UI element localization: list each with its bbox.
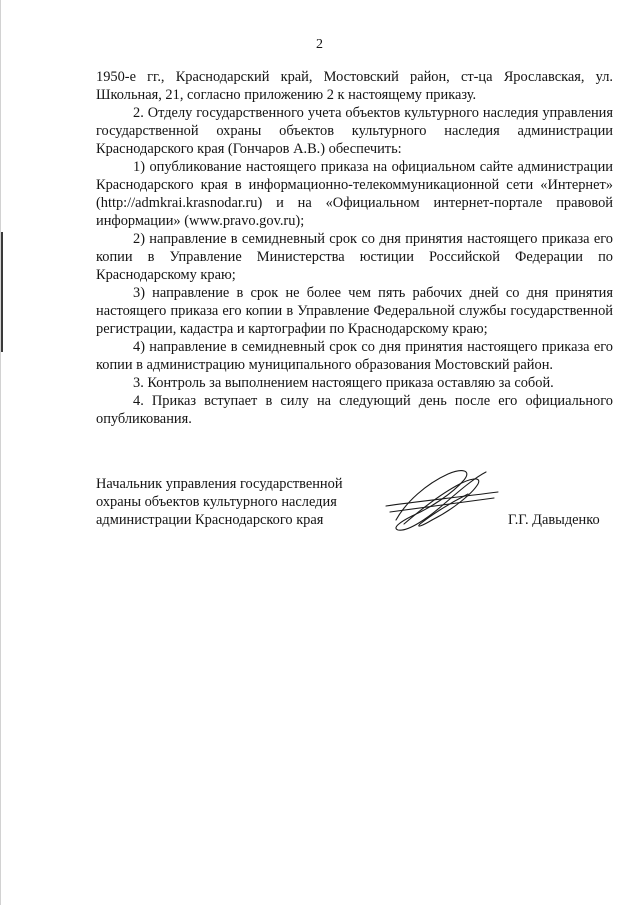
paragraph-subitem-2: 2) направление в семидневный срок со дня принятия настоящего приказа его копии в Управление Министерства юстиции Российской Федерации по Краснодарскому краю; — [96, 231, 613, 283]
paragraph-item-2: 2. Отделу государственного учета объектов культурного наследия управления государственной охраны объектов культурного наследия администрации Краснодарского края (Гончаров А.В.) обеспечить: — [96, 105, 613, 157]
paragraph-address-continuation: 1950-е гг., Краснодарский край, Мостовский район, ст-ца Ярославская, ул. Школьная, 21, согласно приложению 2 к настоящему приказу. — [96, 69, 613, 103]
paragraph-item-4: 4. Приказ вступает в силу на следующий день после его официального опубликования. — [96, 393, 613, 427]
signatory-position — [96, 475, 376, 529]
scan-edge-line — [0, 0, 1, 905]
page-number: 2 — [316, 37, 323, 52]
paragraph-subitem-3: 3) направление в срок не более чем пять рабочих дней со дня принятия настоящего приказа его копии в Управление Федеральной службы государственной регистрации, кадастра и картографии по Краснодарскому краю; — [96, 285, 613, 337]
paragraph-item-3: 3. Контроль за выполнением настоящего приказа оставляю за собой. — [133, 375, 554, 391]
signatory-name: Г.Г. Давыденко — [508, 512, 600, 528]
signatory-position-line: охраны объектов культурного наследия — [96, 494, 337, 510]
paragraph-subitem-4: 4) направление в семидневный срок со дня принятия настоящего приказа его копии в администрацию муниципального образования Мостовский район. — [96, 339, 613, 373]
paragraph-subitem-1: 1) опубликование настоящего приказа на официальном сайте администрации Краснодарского края в информационно-телекоммуникационной сети «Интернет» (http://admkrai.krasnodar.ru) и на «Официальном интернет-портале правовой информации» (www.pravo.gov.ru); — [96, 159, 613, 229]
signatory-position-line: администрации Краснодарского края — [96, 512, 324, 528]
document-body — [96, 68, 613, 428]
handwritten-signature — [382, 462, 502, 536]
scan-edge-mark — [1, 232, 3, 352]
signatory-position-line: Начальник управления государственной — [96, 476, 343, 492]
